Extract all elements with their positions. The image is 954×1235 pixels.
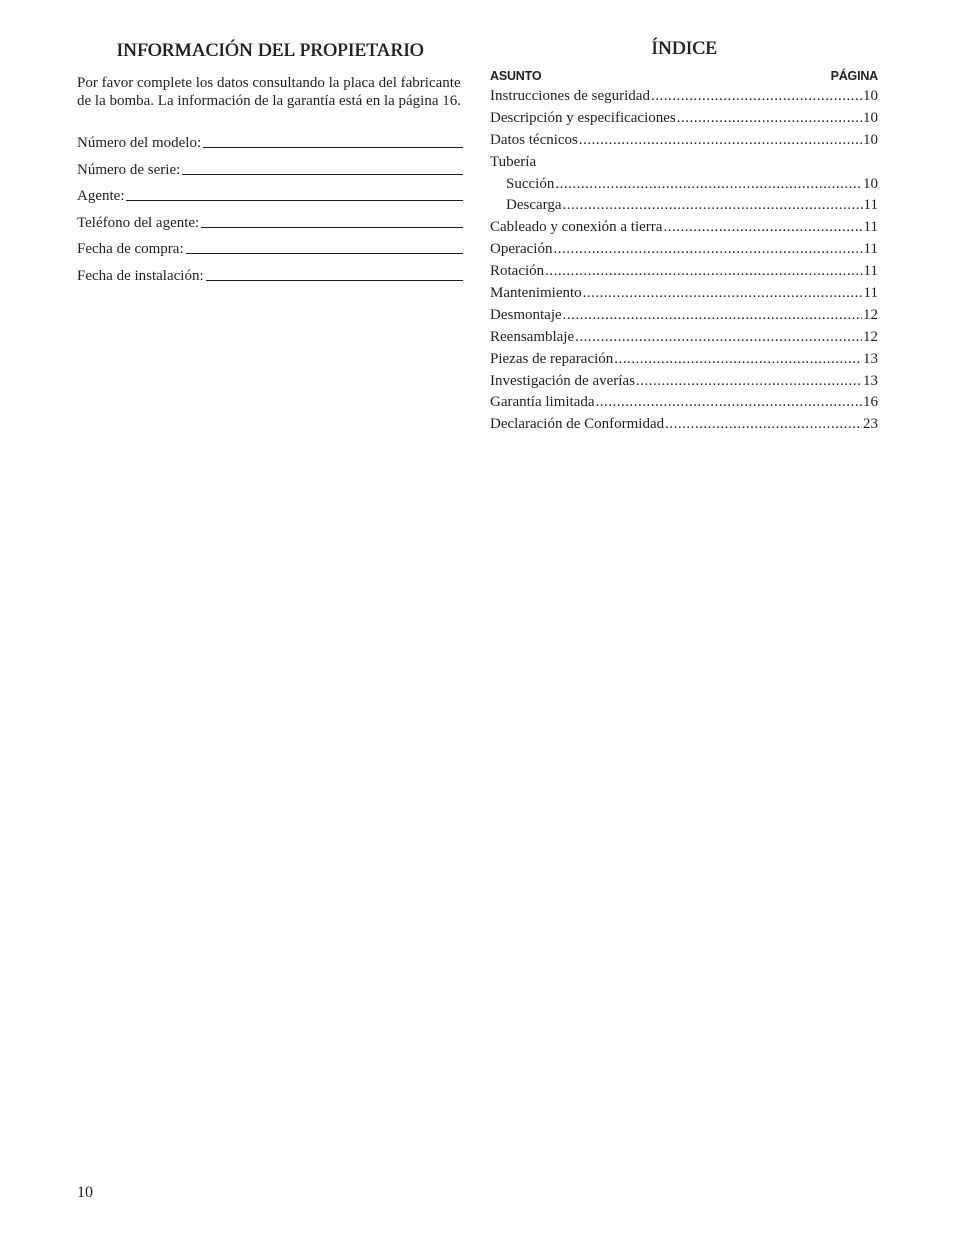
owner-info-intro: Por favor complete los datos consultando la placa del fabricante de la bomba. La información de la garantía está en la página 16. (77, 75, 462, 109)
toc-title: Desmontaje (490, 306, 562, 323)
toc-page: 10 (863, 109, 878, 126)
toc-title: Reensamblaje (490, 328, 575, 345)
fill-line (206, 279, 463, 281)
toc-title: Instrucciones de seguridad (490, 88, 650, 104)
toc-title: Tubería (490, 153, 537, 170)
field-label: Fecha de compra: (77, 241, 184, 257)
agent-phone-field[interactable] (77, 215, 463, 232)
toc-entry[interactable] (490, 110, 878, 132)
field-label: Fecha de instalación: (77, 268, 204, 284)
toc-title: Succión (506, 175, 555, 192)
dot-leader (563, 307, 862, 324)
field-label: Agente: (77, 188, 125, 204)
toc-page: 16 (863, 394, 878, 411)
agent-field[interactable] (77, 188, 463, 205)
dot-leader (665, 416, 862, 433)
toc-page: 12 (863, 306, 878, 323)
toc-page: 10 (863, 131, 878, 148)
dot-leader (651, 88, 862, 105)
toc-entry[interactable] (490, 88, 878, 110)
dot-leader (614, 351, 862, 368)
owner-info-heading: INFORMACIÓN DEL PROPIETARIO (116, 40, 424, 61)
page-number: 10 (77, 1184, 93, 1201)
fill-line (126, 199, 463, 201)
field-label: Número de serie: (77, 162, 181, 178)
fill-line (186, 252, 463, 254)
toc-entry[interactable] (490, 329, 878, 351)
toc-entry[interactable] (490, 219, 878, 241)
toc-entry[interactable] (490, 307, 878, 329)
fill-line (182, 173, 463, 175)
toc-page: 23 (863, 416, 878, 433)
dot-leader (636, 373, 862, 390)
toc-entry[interactable] (490, 263, 878, 285)
toc-entry[interactable] (490, 351, 878, 373)
index-heading: ÍNDICE (651, 38, 717, 59)
toc-page: 13 (863, 350, 878, 367)
dot-leader (579, 132, 862, 149)
toc-entry[interactable] (490, 394, 878, 416)
dot-leader (663, 219, 862, 236)
dot-leader (553, 241, 862, 258)
toc-page: 11 (863, 285, 878, 302)
index-column-headers (490, 69, 878, 83)
toc-entry[interactable] (490, 241, 878, 263)
table-of-contents (490, 88, 878, 438)
dot-leader (563, 197, 863, 214)
fill-line (203, 146, 463, 148)
toc-title: Declaración de Conformidad (490, 416, 665, 433)
toc-entry[interactable] (490, 416, 878, 438)
toc-entry[interactable] (490, 176, 878, 198)
toc-page: 12 (863, 328, 878, 345)
toc-title: Datos técnicos (490, 131, 578, 148)
toc-title: Mantenimiento (490, 285, 582, 302)
dot-leader (583, 285, 863, 302)
installation-date-field[interactable] (77, 268, 463, 285)
subject-column-header: ASUNTO (490, 69, 542, 83)
toc-title: Garantía limitada (490, 394, 595, 411)
field-label: Número del modelo: (77, 135, 202, 151)
toc-title: Investigación de averías (490, 372, 635, 389)
toc-title: Operación (490, 241, 553, 258)
toc-title: Rotación (490, 263, 545, 280)
toc-title: Descarga (506, 197, 562, 214)
toc-section (490, 154, 878, 176)
dot-leader (545, 263, 862, 280)
toc-title: Descripción y especificaciones (490, 109, 676, 126)
fill-line (201, 226, 463, 228)
toc-title: Cableado y conexión a tierra (490, 219, 663, 236)
field-label: Teléfono del agente: (77, 215, 200, 231)
dot-leader (677, 110, 862, 127)
toc-page: 11 (863, 197, 878, 214)
toc-entry[interactable] (490, 197, 878, 219)
toc-page: 10 (863, 175, 878, 192)
purchase-date-field[interactable] (77, 241, 463, 258)
toc-entry[interactable] (490, 373, 878, 395)
page-column-header: PÁGINA (830, 69, 878, 83)
toc-page: 13 (863, 372, 878, 389)
dot-leader (555, 176, 862, 193)
toc-entry[interactable] (490, 285, 878, 307)
model-number-field[interactable] (77, 135, 463, 152)
toc-page: 10 (863, 88, 878, 104)
toc-page: 11 (863, 263, 878, 280)
dot-leader (596, 394, 862, 411)
dot-leader (575, 329, 862, 346)
toc-entry[interactable] (490, 132, 878, 154)
toc-page: 11 (863, 241, 878, 258)
toc-page: 11 (863, 219, 878, 236)
serial-number-field[interactable] (77, 162, 463, 179)
toc-title: Piezas de reparación (490, 350, 614, 367)
